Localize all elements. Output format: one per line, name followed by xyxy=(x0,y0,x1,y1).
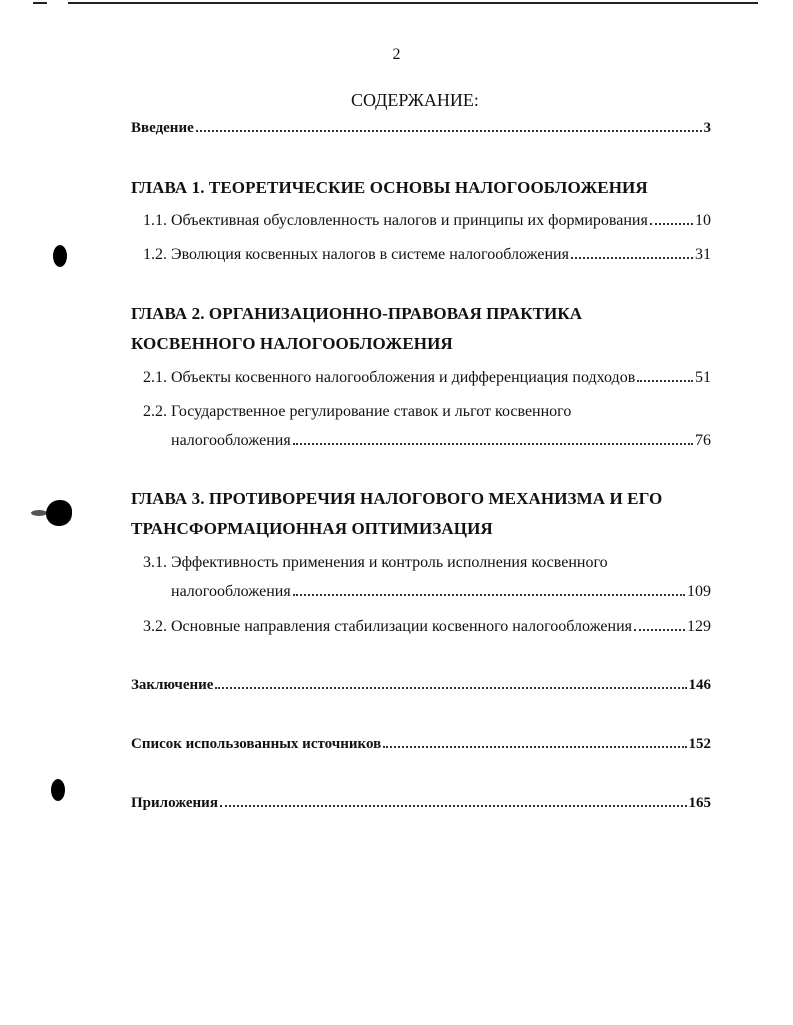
dot-leader xyxy=(220,805,687,807)
toc-entry-page: 146 xyxy=(688,677,711,693)
toc-entry-sources[interactable] xyxy=(131,736,711,753)
scan-blot xyxy=(53,245,67,267)
toc-entry-page: 3 xyxy=(703,120,711,136)
toc-entry-2-1[interactable] xyxy=(143,369,711,387)
toc-entry-label: Список использованных источников xyxy=(131,736,382,752)
dot-leader xyxy=(650,223,693,225)
toc-entry-appendix[interactable] xyxy=(131,795,711,812)
toc-entry-label: 3.2. Основные направления стабилизации косвенного налогообложения xyxy=(143,618,632,635)
toc-entry-page: 76 xyxy=(695,432,711,449)
chapter-3-title-line1[interactable]: ГЛАВА 3. ПРОТИВОРЕЧИЯ НАЛОГОВОГО МЕХАНИЗМА И ЕГО xyxy=(131,489,663,508)
scan-top-border xyxy=(68,2,758,4)
toc-entry-3-2[interactable] xyxy=(143,618,711,636)
chapter-1-title[interactable]: ГЛАВА 1. ТЕОРЕТИЧЕСКИЕ ОСНОВЫ НАЛОГООБЛОЖЕНИЯ xyxy=(131,178,648,197)
dot-leader xyxy=(293,443,693,445)
toc-entry-label: налогообложения xyxy=(171,583,291,600)
toc-entry-page: 109 xyxy=(687,583,711,600)
toc-entry-2-2-line1[interactable]: 2.2. Государственное регулирование ставок и льгот косвенного xyxy=(143,403,572,420)
toc-entry-page: 152 xyxy=(688,736,711,752)
toc-entry-page: 51 xyxy=(695,369,711,386)
toc-entry-label: Приложения xyxy=(131,795,218,811)
dot-leader xyxy=(215,687,686,689)
scan-blot xyxy=(51,779,65,801)
toc-entry-1-2[interactable] xyxy=(143,246,711,264)
scan-blot-smudge xyxy=(31,510,47,516)
toc-entry-page: 10 xyxy=(695,212,711,229)
scan-blot xyxy=(46,500,72,526)
toc-entry-3-1-line1[interactable]: 3.1. Эффективность применения и контроль исполнения косвенного xyxy=(143,554,608,571)
toc-title: СОДЕРЖАНИЕ: xyxy=(351,90,479,110)
toc-entry-page: 165 xyxy=(688,795,711,811)
dot-leader xyxy=(196,130,702,132)
toc-entry-2-2[interactable] xyxy=(171,432,711,450)
toc-entry-page: 129 xyxy=(687,618,711,635)
dot-leader xyxy=(293,594,685,596)
toc-entry-label: 1.1. Объективная обусловленность налогов и принципы их формирования xyxy=(143,212,648,229)
toc-entry-label: Введение xyxy=(131,120,194,136)
scan-edge-mark xyxy=(33,2,47,4)
dot-leader xyxy=(634,629,685,631)
dot-leader xyxy=(383,746,686,748)
chapter-2-title-line2[interactable]: КОСВЕННОГО НАЛОГООБЛОЖЕНИЯ xyxy=(131,334,453,353)
toc-entry-3-1[interactable] xyxy=(171,583,711,601)
toc-entry-label: 2.1. Объекты косвенного налогообложения и дифференциация подходов xyxy=(143,369,636,386)
chapter-3-title-line2[interactable]: ТРАНСФОРМАЦИОННАЯ ОПТИМИЗАЦИЯ xyxy=(131,519,493,538)
toc-entry-intro[interactable] xyxy=(131,120,711,137)
dot-leader xyxy=(637,380,693,382)
toc-entry-label: Заключение xyxy=(131,677,214,693)
toc-entry-label: 1.2. Эволюция косвенных налогов в системе налогообложения xyxy=(143,246,569,263)
toc-entry-1-1[interactable] xyxy=(143,212,711,230)
dot-leader xyxy=(571,257,693,259)
toc-entry-page: 31 xyxy=(695,246,711,263)
page-number: 2 xyxy=(392,46,401,63)
toc-entry-conclusion[interactable] xyxy=(131,677,711,694)
toc-entry-label: налогообложения xyxy=(171,432,291,449)
chapter-2-title-line1[interactable]: ГЛАВА 2. ОРГАНИЗАЦИОННО-ПРАВОВАЯ ПРАКТИКА xyxy=(131,304,583,323)
